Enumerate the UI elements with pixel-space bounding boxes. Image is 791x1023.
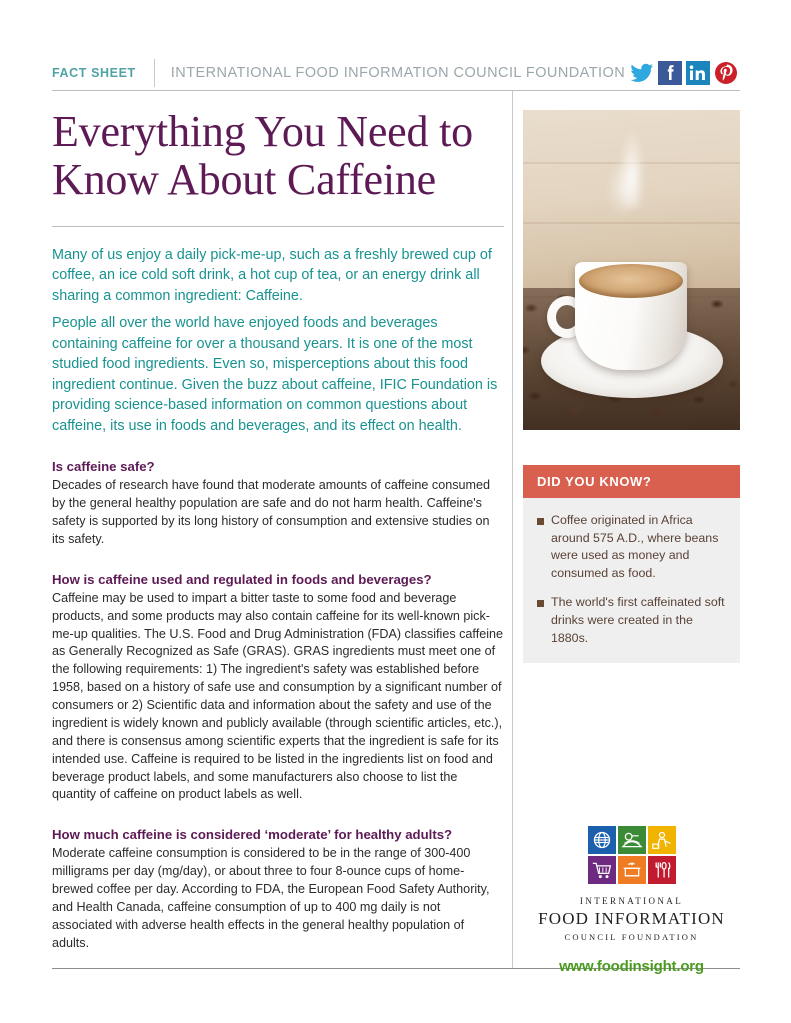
table-plank-line	[523, 222, 740, 224]
fork-knife-spoon-icon	[648, 856, 676, 884]
pinterest-icon[interactable]	[714, 61, 738, 85]
fact-sheet-label: FACT SHEET	[52, 66, 136, 80]
cooking-pot-icon	[618, 856, 646, 884]
square-bullet-icon	[537, 518, 544, 525]
did-you-know-heading: DID YOU KNOW?	[523, 465, 740, 498]
did-you-know-box	[523, 465, 740, 663]
header-divider	[154, 59, 155, 87]
steam-wisp	[607, 158, 641, 218]
factory-worker-icon	[648, 826, 676, 854]
main-content-column	[52, 100, 504, 953]
title-rule	[52, 226, 504, 227]
section-body-moderate: Moderate caffeine consumption is considered to be in the range of 300-400 milligrams per day (mg/day), or about three to four 8-ounce cups of home-brewed coffee per day. According to FDA, the European Food Safety Authority, and Health Canada, caffeine consumption of up to 400 mg daily is not associated with adverse health effects in the general healthy population of adults.	[52, 846, 490, 950]
did-you-know-fact: Coffee originated in Africa around 575 A.D., where beans were used as money and consumed as food.	[551, 513, 719, 580]
website-url[interactable]: www.foodinsight.org	[559, 958, 704, 975]
section-body-regulation: Caffeine may be used to impart a bitter taste to some food and beverage products, and some products may also contain caffeine for its well-known pick-me-up qualities. The U.S. Food and Drug Administration (FDA) classifies caffeine as Generally Recognized as Safe (GRAS). GRAS ingredients must meet one of the following requirements: 1) The ingredient's safety was established before 1958, based on a history of safe use and consumption by a significant number of consumers or 2) Scientific data and information about the safety and use of the ingredient is widely known and publicly available (through scientific articles, etc.), and there is consensus among scientific experts that the ingredient is safe for its intended use. Caffeine is required to be listed in the ingredients list on food and beverage product labels, and some manufacturers also choose to list the quantity of caffeine on product labels as well.	[52, 590, 504, 802]
social-links	[630, 61, 740, 85]
twitter-icon[interactable]	[630, 61, 654, 85]
intro-paragraph-2: People all over the world have enjoyed foods and beverages containing caffeine for over a thousand years. It is one of the most studied food ingredients. Even so, misperceptions about this food ingredient continue. Given the buzz about caffeine, IFIC Foundation is providing science-based information on common questions about caffeine, its use in foods and beverages, and its effect on health.	[52, 315, 498, 434]
intro-paragraph-1: Many of us enjoy a daily pick-me-up, such as a freshly brewed cup of coffee, an ice cold soft drink, a hot cup of tea, or an energy drink all sharing a common ingredient: Caffeine.	[52, 246, 492, 304]
page-header	[52, 58, 740, 88]
footer-logo-block	[523, 826, 740, 975]
coffee-crema	[579, 264, 683, 298]
organization-name: INTERNATIONAL FOOD INFORMATION COUNCIL FOUNDATION	[170, 65, 626, 81]
globe-icon	[588, 826, 616, 854]
facebook-icon[interactable]	[658, 61, 682, 85]
logo-text-international: INTERNATIONAL	[579, 896, 684, 906]
sidebar-column	[523, 110, 740, 430]
did-you-know-fact: The world's first caffeinated soft drinks were created in the 1880s.	[551, 595, 725, 645]
logo-text-food-information: FOOD INFORMATION	[538, 909, 725, 928]
list-item	[537, 594, 726, 647]
section-body-safety: Decades of research have found that moderate amounts of caffeine consumed by the general healthy population are safe and do not harm health. Caffeine's safety is supported by its long history of consumption and extensive studies on its safety.	[52, 478, 491, 546]
page-title: Everything You Need to Know About Caffeine	[52, 107, 473, 204]
farm-field-icon	[618, 826, 646, 854]
section-heading-regulation: How is caffeine used and regulated in foods and beverages?	[52, 571, 432, 587]
list-item	[537, 512, 726, 582]
shopping-cart-icon	[588, 856, 616, 884]
section-heading-safety: Is caffeine safe?	[52, 458, 155, 474]
ific-logo-icon-grid	[523, 826, 740, 884]
square-bullet-icon	[537, 600, 544, 607]
linkedin-icon[interactable]	[686, 61, 710, 85]
section-heading-moderate: How much caffeine is considered ‘moderate’ for healthy adults?	[52, 827, 453, 843]
coffee-cup-photo	[523, 110, 740, 430]
did-you-know-body	[523, 498, 740, 663]
header-rule	[52, 90, 740, 91]
column-divider	[512, 91, 513, 968]
logo-text-council-foundation: COUNCIL FOUNDATION	[564, 932, 699, 942]
